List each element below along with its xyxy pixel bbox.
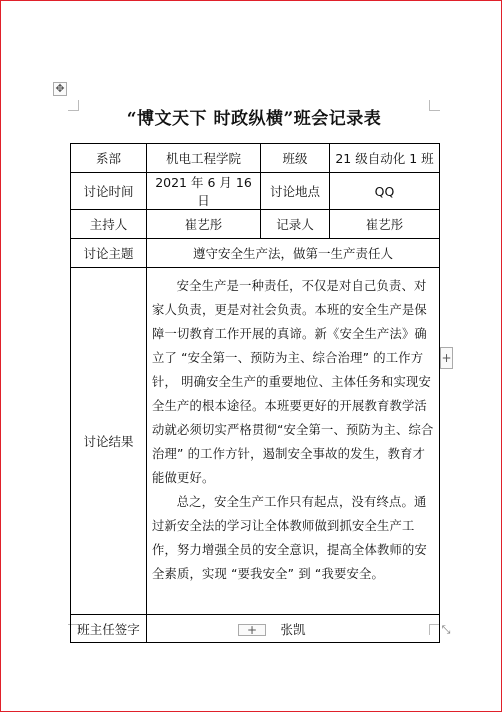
host-label: 主持人 <box>71 210 147 239</box>
sign-label: 班主任签字 <box>71 615 147 643</box>
class-value[interactable]: 21 级自动化 1 班 <box>330 144 440 173</box>
add-column-button[interactable]: + <box>440 347 453 369</box>
host-value[interactable]: 崔艺彤 <box>147 210 261 239</box>
table-row <box>71 239 440 268</box>
result-content[interactable] <box>147 268 440 615</box>
topic-label: 讨论主题 <box>71 239 147 268</box>
recorder-value[interactable]: 崔艺彤 <box>330 210 440 239</box>
document-title: “博文天下 时政纵横”班会记录表 <box>126 109 382 129</box>
table-row <box>71 173 440 210</box>
result-label: 讨论结果 <box>71 268 147 615</box>
table-row <box>71 210 440 239</box>
time-value[interactable]: 2021 年 6 月 16 日 <box>147 173 261 210</box>
class-label: 班级 <box>261 144 330 173</box>
add-row-button[interactable]: + <box>238 624 266 636</box>
record-table <box>70 143 440 643</box>
result-paragraph-1: 安全生产是一种责任，不仅是对自己负责、对家人负责，更是对社会负责。本班的安全生产是保障一切教育工作开展的真谛。新《安全生产法》确立了 “安全第一、预防为主、综合治理” 的工作方针， 明确安全生产的重要地位、主体任务和实现安全生产的根本途径。本班要更好的开展教育教学活动就必须切实严格贯彻“安全第一、预防为主、综合治理” 的工作方针，遏制安全事故的发生，教育才能做更好。 <box>152 279 434 485</box>
table-move-handle-icon[interactable]: ✥ <box>53 82 67 96</box>
sign-value[interactable]: 张凯 <box>147 615 440 643</box>
place-label: 讨论地点 <box>261 173 330 210</box>
dept-label: 系部 <box>71 144 147 173</box>
place-value[interactable]: QQ <box>330 173 440 210</box>
recorder-label: 记录人 <box>261 210 330 239</box>
dept-value[interactable]: 机电工程学院 <box>147 144 261 173</box>
table-resize-handle-icon[interactable]: ⤡ <box>441 623 451 636</box>
result-paragraph-2: 总之，安全生产工作只有起点，没有终点。通过新安全法的学习让全体教师做到抓安全生产工作，努力增强全员的安全意识，提高全体教师的安全素质，实现 “要我安全” 到 “我要安全。 <box>152 495 427 581</box>
time-label: 讨论时间 <box>71 173 147 210</box>
table-row <box>71 268 440 615</box>
table-row <box>71 144 440 173</box>
topic-value[interactable]: 遵守安全生产法，做第一生产责任人 <box>147 239 440 268</box>
